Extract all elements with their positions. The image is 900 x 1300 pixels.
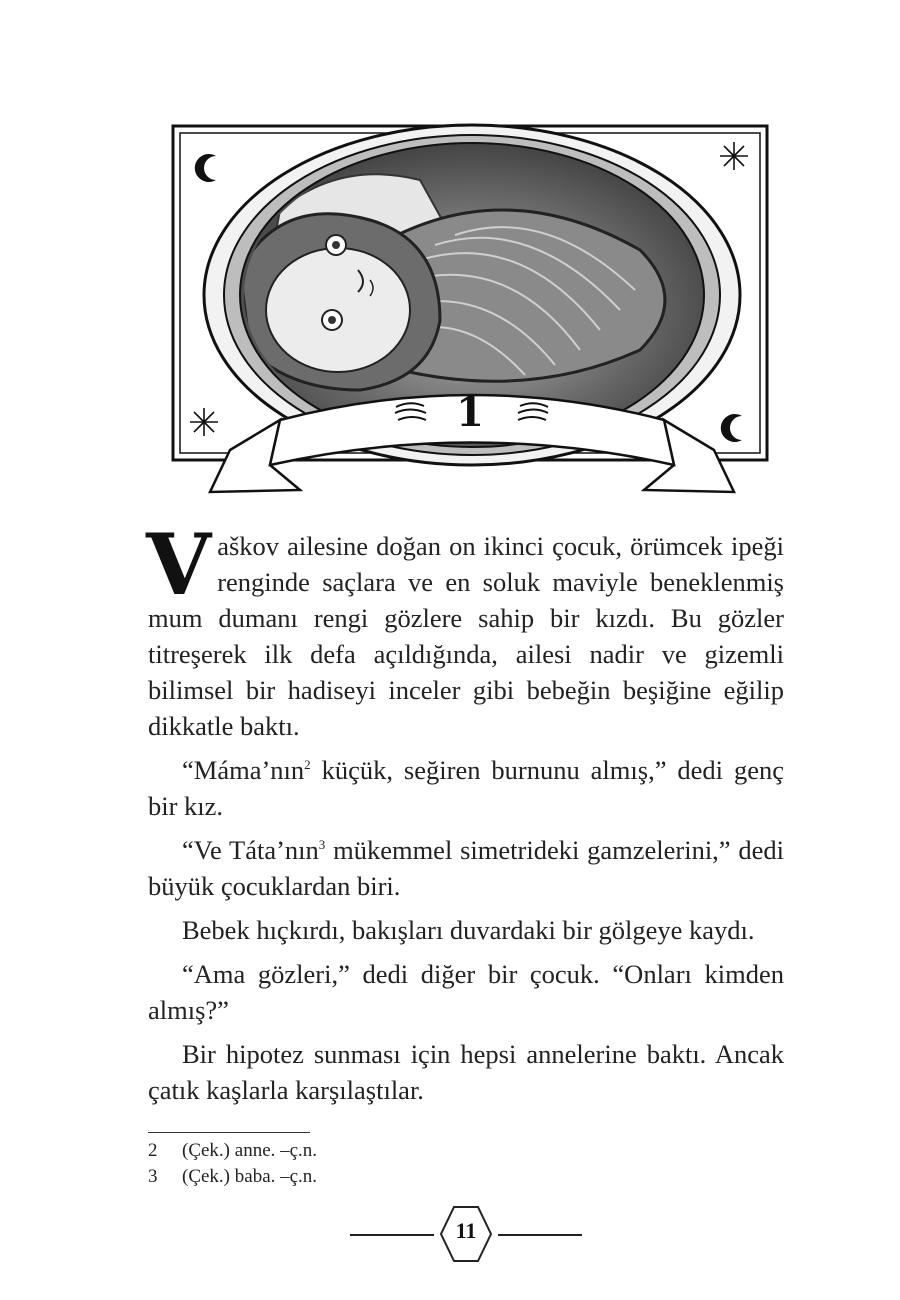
- body-text: [146, 515, 784, 1116]
- footnote-ref[interactable]: 3: [318, 837, 326, 852]
- footnote-number: 2: [148, 1140, 158, 1161]
- footnote-divider: [148, 1132, 310, 1133]
- chapter-illustration: [170, 120, 774, 498]
- footnote: [148, 1138, 317, 1164]
- footnote-number: 3: [148, 1166, 158, 1187]
- footnote-ref[interactable]: 2: [304, 757, 311, 772]
- chapter-number: 1: [456, 389, 484, 436]
- paragraph: “Ve Táta’nın$^3$ mükemmel simetrideki gamzelerini,” dedi büyük çocuklardan biri.: [148, 835, 784, 901]
- footnote: [148, 1164, 317, 1190]
- footnotes: [148, 1138, 317, 1190]
- paragraph: Vaškov ailesine doğan on ikinci çocuk, örümcek ipeği renginde saçlara ve en soluk maviyle beneklenmiş mum dumanı rengi gözlere sahip bir kızdı. Bu gözler titreşerek ilk defa açıldığında, ailesi nadir ve gizemli bilimsel bir hadiseyi inceler gibi bebeğin beşiğine eğilip dikkatle baktı.: [146, 515, 784, 741]
- page-number: 11: [455, 1218, 477, 1243]
- drop-cap: V: [146, 515, 212, 614]
- paragraph: Bir hipotez sunması için hepsi annelerine baktı. Ancak çatık kaşlarla karşılaştılar.: [148, 1039, 784, 1105]
- paragraph: “Máma’nın$^2$ küçük, seğiren burnunu almış,” dedi genç bir kız.: [148, 755, 784, 821]
- paragraph: Bebek hıçkırdı, bakışları duvardaki bir gölgeye kaydı.: [182, 915, 755, 945]
- footer-rule-right: [498, 1234, 582, 1236]
- footnote-text: (Çek.) baba. –ç.n.: [182, 1166, 318, 1187]
- footnote-text: (Çek.) anne. –ç.n.: [182, 1140, 318, 1161]
- paragraph: “Ama gözleri,” dedi diğer bir çocuk. “Onları kimden almış?”: [148, 959, 784, 1025]
- footer-rule-left: [350, 1234, 434, 1236]
- page-footer: [350, 1204, 582, 1260]
